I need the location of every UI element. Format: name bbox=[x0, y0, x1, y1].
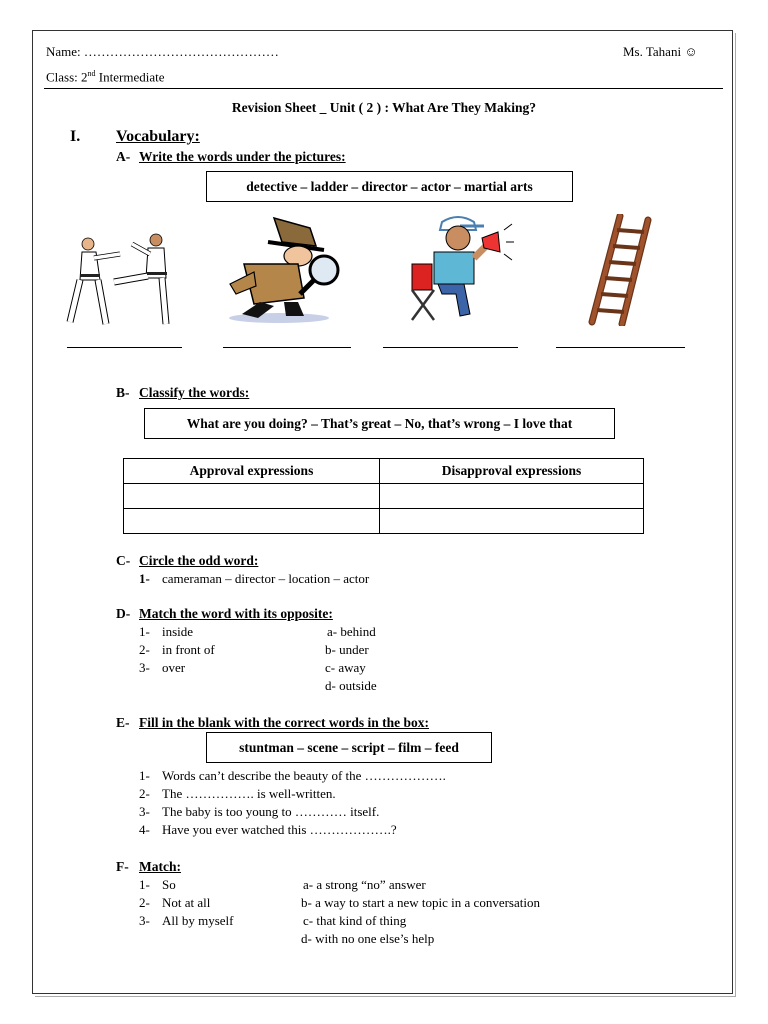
c-item-num: 1- bbox=[139, 571, 150, 586]
c-item-text[interactable]: cameraman – director – location – actor bbox=[162, 571, 370, 586]
disapproval-cell-2[interactable] bbox=[380, 509, 644, 534]
name-line[interactable]: Name: ……………………………………… bbox=[46, 44, 279, 59]
f-letter: F- bbox=[116, 859, 129, 874]
a-word-box: detective – ladder – director – actor – martial arts bbox=[206, 171, 573, 202]
f-instruction: Match: bbox=[139, 859, 181, 874]
approval-header: Approval expressions bbox=[124, 459, 380, 484]
b-word-box: What are you doing? – That’s great – No, that’s wrong – I love that bbox=[144, 408, 615, 439]
class-suffix: Intermediate bbox=[95, 69, 165, 85]
d-left-num-1: 1- bbox=[139, 624, 150, 639]
f-right-1: a- a strong “no” answer bbox=[303, 877, 426, 892]
e-text-2: The ……………. is well-written. bbox=[162, 786, 336, 801]
disapproval-header: Disapproval expressions bbox=[380, 459, 644, 484]
section-numeral: I. bbox=[70, 128, 81, 145]
d-left-num-2: 2- bbox=[139, 642, 150, 657]
c-instruction: Circle the odd word: bbox=[139, 553, 259, 568]
d-left-num-3: 3- bbox=[139, 660, 150, 675]
b-instruction: Classify the words: bbox=[139, 385, 250, 400]
classification-table bbox=[123, 458, 644, 534]
d-right-4: d- outside bbox=[325, 678, 377, 693]
d-left-text-2: in front of bbox=[162, 642, 215, 657]
picture-answer-blank-4[interactable] bbox=[556, 347, 685, 348]
e-num-2: 2- bbox=[139, 786, 150, 801]
f-left-num-3: 3- bbox=[139, 913, 150, 928]
approval-cell-2[interactable] bbox=[124, 509, 380, 534]
e-word-box: stuntman – scene – script – film – feed bbox=[206, 732, 492, 763]
disapproval-cell-1[interactable] bbox=[380, 484, 644, 509]
e-text-1: Words can’t describe the beauty of the ………………. bbox=[162, 768, 446, 783]
d-right-1: a- behind bbox=[327, 624, 376, 639]
e-letter: E- bbox=[116, 715, 130, 730]
f-left-num-1: 1- bbox=[139, 877, 150, 892]
b-letter: B- bbox=[116, 385, 130, 400]
approval-cell-1[interactable] bbox=[124, 484, 380, 509]
a-letter: A- bbox=[116, 149, 131, 164]
d-left-text-3: over bbox=[162, 660, 186, 675]
picture-answer-blank-2[interactable] bbox=[223, 347, 351, 348]
d-right-3: c- away bbox=[325, 660, 366, 675]
picture-answer-blank-3[interactable] bbox=[383, 347, 518, 348]
detective-picture bbox=[224, 212, 346, 324]
d-letter: D- bbox=[116, 606, 131, 621]
f-left-text-2: Not at all bbox=[162, 895, 211, 910]
f-left-num-2: 2- bbox=[139, 895, 150, 910]
f-right-3: c- that kind of thing bbox=[303, 913, 407, 928]
section-title: Vocabulary: bbox=[116, 128, 200, 145]
d-instruction: Match the word with its opposite: bbox=[139, 606, 333, 621]
d-left-text-1: inside bbox=[162, 624, 194, 639]
picture-answer-blank-1[interactable] bbox=[67, 347, 182, 348]
c-letter: C- bbox=[116, 553, 131, 568]
header-divider bbox=[44, 88, 723, 89]
sheet-title: Revision Sheet _ Unit ( 2 ) : What Are They Making? bbox=[231, 100, 537, 115]
f-right-2: b- a way to start a new topic in a conversation bbox=[301, 895, 540, 910]
f-right-4: d- with no one else’s help bbox=[301, 931, 435, 946]
class-prefix: Class: 2 bbox=[46, 69, 88, 85]
e-num-3: 3- bbox=[139, 804, 150, 819]
director-picture bbox=[404, 210, 516, 324]
d-right-2: b- under bbox=[325, 642, 369, 657]
a-instruction: Write the words under the pictures: bbox=[139, 149, 346, 164]
teacher-name: Ms. Tahani ☺ bbox=[623, 44, 698, 59]
e-text-4: Have you ever watched this ……………….? bbox=[162, 822, 397, 837]
e-num-4: 4- bbox=[139, 822, 150, 837]
e-instruction: Fill in the blank with the correct words in the box: bbox=[139, 715, 429, 730]
e-text-3: The baby is too young to ………… itself. bbox=[162, 804, 380, 819]
f-left-text-1: So bbox=[162, 877, 176, 892]
class-line bbox=[46, 69, 164, 85]
martial-arts-picture bbox=[62, 230, 184, 330]
ladder-picture bbox=[588, 214, 654, 326]
class-sup: nd bbox=[87, 69, 96, 78]
e-num-1: 1- bbox=[139, 768, 150, 783]
f-left-text-3: All by myself bbox=[162, 913, 234, 928]
